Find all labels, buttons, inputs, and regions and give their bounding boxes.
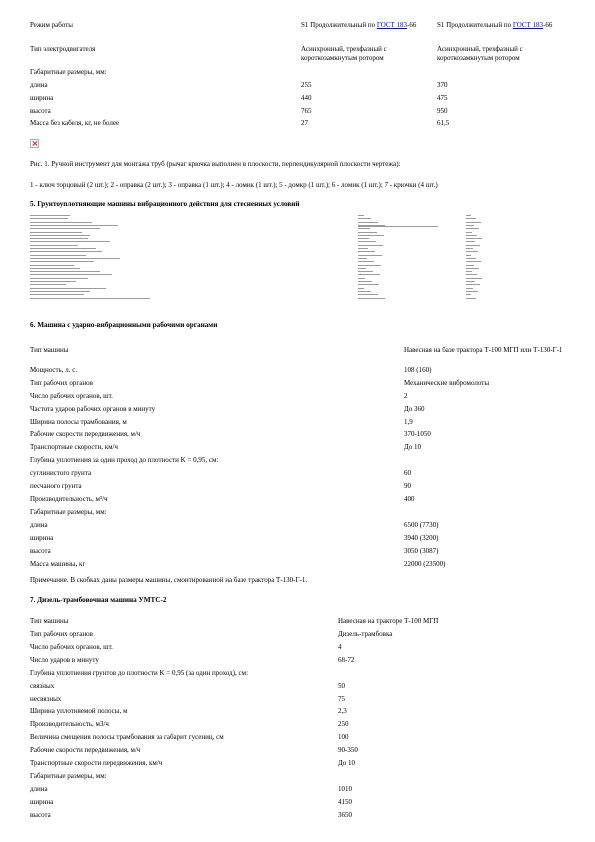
tiny-value-line <box>358 268 366 269</box>
s6-row-value: 1,9 <box>404 418 413 426</box>
s6-row-label: песчаного грунта <box>30 482 82 490</box>
tiny-label-line <box>30 274 112 275</box>
tiny-value-line <box>358 228 370 229</box>
t1-cell-c1: 765 <box>301 107 312 115</box>
t1-row-label: Режим работы <box>30 21 74 29</box>
mode-text: S1 Продолжительный по <box>437 21 513 29</box>
s7-row-label: Тип рабочих органов <box>30 630 93 638</box>
t1-cell-c2 <box>437 21 559 30</box>
tiny-value-line <box>466 248 473 249</box>
tiny-value-line <box>466 291 478 292</box>
t1-row-label: ширина <box>30 94 54 102</box>
s6-row-value: 108 (160) <box>404 366 432 374</box>
tiny-value-line <box>466 238 482 239</box>
tiny-value-line <box>358 245 383 246</box>
tiny-label-line <box>30 261 94 262</box>
t1-row-label: высота <box>30 107 51 115</box>
s6-row-value: 2 <box>404 392 408 400</box>
tiny-value-line <box>466 288 473 289</box>
section-7-title: 7. Дизель-трамбовочная машина УМТС-2 <box>30 596 167 604</box>
tiny-label-line <box>30 291 90 292</box>
s7-row-value: Дизель-трамбовка <box>338 630 393 638</box>
tiny-label-line <box>30 232 82 233</box>
tiny-label-line <box>30 278 88 279</box>
t1-cell-c2: 950 <box>437 107 448 115</box>
s6-row-value: 400 <box>404 495 415 503</box>
s7-row-value: 68-72 <box>338 656 355 664</box>
tiny-value-line <box>358 251 375 252</box>
t1-cell-c1: 27 <box>301 119 308 127</box>
s6-row-label: Число рабочих органов, шт. <box>30 392 113 400</box>
tiny-label-line <box>30 235 90 236</box>
tiny-value-line <box>466 274 477 275</box>
tiny-value-line <box>466 265 474 266</box>
tiny-label-line <box>30 265 74 266</box>
s7-row-label: Глубина уплотнения грунтов до плотности K = 0,95 (за один проход), см: <box>30 669 249 677</box>
tiny-value-line <box>358 235 384 236</box>
s6-row-label: ширина <box>30 534 54 542</box>
tiny-value-line <box>466 228 479 229</box>
section-5-title: 5. Грунтоуплотняющие машины вибрационного действия для стесненных условий <box>30 200 300 208</box>
tiny-label-line <box>30 225 118 226</box>
tiny-value-line <box>466 278 482 279</box>
s7-row-label: Величина смещения полосы трамбования за габарит гусениц, см <box>30 733 224 741</box>
tiny-label-line <box>30 288 106 289</box>
tiny-value-line <box>466 245 480 246</box>
s6-row-value: 3050 (3087) <box>404 547 439 555</box>
tiny-value-line <box>358 265 381 266</box>
s7-row-value: 4150 <box>338 798 352 806</box>
broken-image-icon <box>30 139 39 148</box>
s6-row-label: Мощность, л. с. <box>30 366 78 374</box>
t1-cell-c2: Асинхронный, трехфазный с короткозамкнутым ротором <box>437 45 523 62</box>
tiny-label-line <box>30 251 102 252</box>
tiny-value-line <box>358 281 372 282</box>
tiny-value-line <box>358 222 378 223</box>
s7-row-value: 100 <box>338 733 349 741</box>
s7-row-label: Число ударов в минуту <box>30 656 99 664</box>
tiny-label-line <box>30 222 92 223</box>
s6-row-value: 370-1050 <box>404 430 431 438</box>
tiny-value-line <box>358 238 369 239</box>
t1-row-label: Тип электродвигателя <box>30 45 96 53</box>
s6-row-value: 90 <box>404 482 411 490</box>
t1-cell-c2: 370 <box>437 81 448 89</box>
tiny-value-line <box>466 271 472 272</box>
tiny-value-line <box>466 294 471 295</box>
mode-suffix: -66 <box>543 21 553 29</box>
tiny-value-line <box>358 271 373 272</box>
tiny-value-line <box>358 284 379 285</box>
tiny-label-line <box>30 294 84 295</box>
gost-link[interactable]: ГОСТ 183 <box>376 21 408 29</box>
tiny-value-line <box>466 268 479 269</box>
tiny-value-line <box>358 298 385 299</box>
section-6-title: 6. Машина с ударно-вибрационными рабочими органами <box>30 321 218 329</box>
s7-row-label: длина <box>30 785 48 793</box>
tiny-value-line <box>466 298 476 299</box>
s7-row-label: Число рабочих органов, шт. <box>30 643 113 651</box>
s7-row-value: 3650 <box>338 811 352 819</box>
s6-row-label: Тип машины <box>30 346 69 354</box>
s7-row-label: Ширина уплотняемой полосы, м <box>30 707 128 715</box>
s7-row-label: Производительность, м3/ч <box>30 720 109 728</box>
tiny-value-line <box>466 215 471 216</box>
s6-row-value: Навесная на базе трактора Т-100 МГП или Т-130-Г-1 <box>404 346 563 354</box>
s6-row-value: 60 <box>404 469 411 477</box>
tiny-label-line <box>30 248 96 249</box>
tiny-value-line <box>358 288 364 289</box>
tiny-label-line <box>30 238 88 239</box>
s6-row-label: Ширина полосы трамбования, м <box>30 418 127 426</box>
s7-row-label: высота <box>30 811 51 819</box>
s6-row-label: Производительность, м³/ч <box>30 495 108 503</box>
mode-suffix: -66 <box>407 21 417 29</box>
t1-cell-c1: 440 <box>301 94 312 102</box>
tiny-value-line <box>358 255 382 256</box>
t1-cell-c2: 61,5 <box>437 119 450 127</box>
tiny-label-line <box>30 271 100 272</box>
tiny-label-line <box>30 258 120 259</box>
s7-row-value: 250 <box>338 720 349 728</box>
s6-row-label: Транспортные скорости, км/ч <box>30 443 119 451</box>
tiny-value-line <box>358 241 376 242</box>
s6-row-label: Тип рабочих органов <box>30 379 93 387</box>
tiny-value-line <box>358 248 368 249</box>
s7-row-value: 1010 <box>338 785 352 793</box>
tiny-label-line <box>30 215 70 216</box>
tiny-value-line <box>358 258 367 259</box>
t1-cell-c1 <box>301 21 423 30</box>
tiny-label-line <box>30 281 76 282</box>
s6-row-label: длина <box>30 521 48 529</box>
s7-row-label: связных <box>30 682 55 690</box>
tiny-value-line <box>358 294 378 295</box>
tiny-label-line <box>30 268 80 269</box>
tiny-value-line <box>466 232 472 233</box>
tiny-value-line <box>466 218 476 219</box>
tiny-value-line <box>466 241 475 242</box>
s6-row-value: Механические вибромолоты <box>404 379 490 387</box>
s6-row-label: высота <box>30 547 51 555</box>
t1-cell-c1: Асинхронный, трехфазный с короткозамкнутым ротором <box>301 45 387 62</box>
tiny-label-line <box>30 241 110 242</box>
tiny-value-line <box>358 278 365 279</box>
tiny-value-line <box>466 281 475 282</box>
s6-row-label: Глубина уплотнения за один проход до плотности K = 0,95, см: <box>30 456 219 464</box>
s7-row-value: 75 <box>338 695 345 703</box>
t1-row-label: длина <box>30 81 48 89</box>
tiny-value-line <box>358 215 364 216</box>
tiny-label-line <box>30 245 78 246</box>
s6-row-label: суглинистого грунта <box>30 469 92 477</box>
tiny-value-line <box>358 218 371 219</box>
s7-row-value: 90-350 <box>338 746 358 754</box>
s6-row-label: Масса машины, кг <box>30 560 86 568</box>
s6-row-label: Рабочие скорости передвижения, м/ч <box>30 430 141 438</box>
t1-row-label: Масса без кабеля, кг, не более <box>30 119 120 127</box>
s6-row-value: До 360 <box>404 405 425 413</box>
tiny-value-line <box>358 226 438 227</box>
s7-row-value: 2,3 <box>338 707 347 715</box>
tiny-value-line <box>466 284 480 285</box>
s6-row-value: 22000 (23500) <box>404 560 446 568</box>
s7-row-label: несвязных <box>30 695 62 703</box>
s7-row-label: ширина <box>30 798 54 806</box>
figure-caption: Рис. 1. Ручной инструмент для монтажа труб (рычаг крючка выполнен в плоскости, перпендикулярной плоскости чертежа): <box>30 160 401 168</box>
s7-row-value: Навесная на тракторе Т-100 МГП <box>338 617 439 625</box>
s6-row-value: 6500 (7730) <box>404 521 439 529</box>
s7-row-label: Рабочие скорости передвижения, м/ч <box>30 746 141 754</box>
tiny-label-line <box>30 228 100 229</box>
tiny-value-line <box>466 222 481 223</box>
tiny-label-line <box>30 255 86 256</box>
tiny-value-line <box>466 255 471 256</box>
t1-cell-c1: 255 <box>301 81 312 89</box>
s7-row-label: Тип машины <box>30 617 69 625</box>
s7-row-value: 4 <box>338 643 342 651</box>
s6-row-label: Частота ударов рабочих органов в минуту <box>30 405 156 413</box>
tiny-value-line <box>466 258 476 259</box>
tiny-value-line <box>358 274 380 275</box>
tiny-value-line <box>466 225 474 226</box>
s7-row-value: До 10 <box>338 759 356 767</box>
s6-row-label: Габаритные размеры, мм: <box>30 508 107 516</box>
tiny-label-line <box>30 218 68 219</box>
s7-row-label: Габаритные размеры, мм: <box>30 772 107 780</box>
figure-legend: 1 - ключ торцовый (2 шт.); 2 - оправка (2 шт.); 3 - оправка (1 шт.); 4 - ломик (1 шт.); 5 - домкр (1 шт.); 6 - ломик (1 шт.); 7 - крючки (4 шт.) <box>30 181 438 189</box>
mode-text: S1 Продолжительный по <box>301 21 377 29</box>
tiny-value-line <box>358 261 374 262</box>
tiny-value-line <box>466 251 478 252</box>
s7-row-label: Транспортные скорости передвижения, км/ч <box>30 759 163 767</box>
s6-row-value: До 10 <box>404 443 422 451</box>
tiny-value-line <box>466 261 481 262</box>
section-6-note: Примечание. В скобках даны размеры машины, смонтированной на базе трактора Т-130-Г-1. <box>30 576 308 584</box>
tiny-label-line <box>30 298 150 299</box>
s7-row-value: 50 <box>338 682 345 690</box>
tiny-value-line <box>466 235 477 236</box>
t1-row-label: Габаритные размеры, мм: <box>30 68 107 76</box>
t1-cell-c2: 475 <box>437 94 448 102</box>
tiny-value-line <box>358 232 377 233</box>
tiny-value-line <box>358 291 371 292</box>
gost-link[interactable]: ГОСТ 183 <box>512 21 544 29</box>
tiny-label-line <box>30 284 66 285</box>
s6-row-value: 3940 (3200) <box>404 534 439 542</box>
